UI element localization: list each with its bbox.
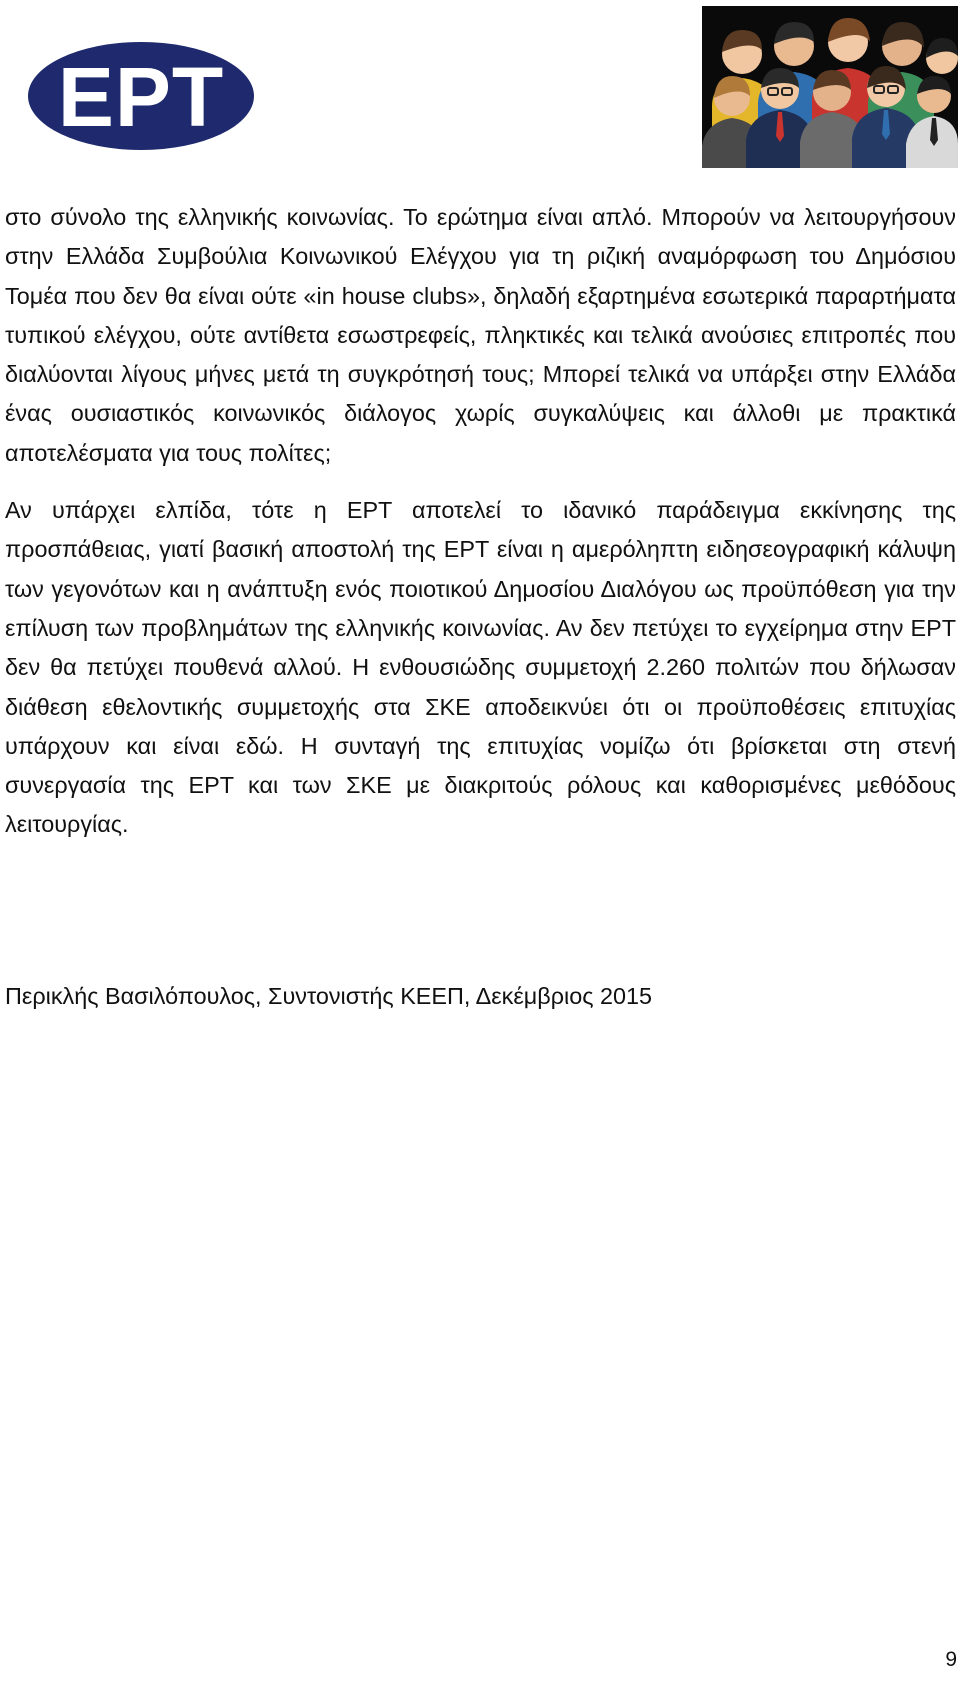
logo-text: ΕΡΤ [57,50,225,144]
paragraph-1: στο σύνολο της ελληνικής κοινωνίας. Το ερώτημα είναι απλό. Μπορούν να λειτουργήσουν στην Ελλάδα Συμβούλια Κοινωνικού Ελέγχου για τη ριζική αναμόρφωση του Δημόσιου Τομέα που δεν θα είναι ούτε «in house clubs», δηλαδή εξαρτημένα εσωτερικά παραρτήματα τυπικού ελέγχου, ούτε αντίθετα εσωστρεφείς, πληκτικές και τελικά ανούσιες επιτροπές που διαλύονται λίγους μήνες μετά τη συγκρότησή τους; Μπορεί τελικά να υπάρξει στην Ελλάδα ένας ουσιαστικός κοινωνικός διάλογος χωρίς συγκαλύψεις και άλλοθι με πρακτικά αποτελέσματα για τους πολίτες; [5,204,956,466]
paragraph-2: Αν υπάρχει ελπίδα, τότε η ΕΡΤ αποτελεί το ιδανικό παράδειγμα εκκίνησης της προσπάθειας, γιατί βασική αποστολή της ΕΡΤ είναι η αμερόληπτη ειδησεογραφική κάλυψη των γεγονότων και η ανάπτυξη ενός ποιοτικού Δημοσίου Διαλόγου ως προϋπόθεση για την επίλυση των προβλημάτων της ελληνικής κοινωνίας. Αν δεν πετύχει το εγχείρημα στην ΕΡΤ δεν θα πετύχει πουθενά αλλού. Η ενθουσιώδης συμμετοχή 2.260 πολιτών που δήλωσαν διάθεση εθελοντικής συμμετοχής στα ΣΚΕ αποδεικνύει ότι οι προϋποθέσεις επιτυχίας υπάρχουν και είναι εδώ. Η συνταγή της επιτυχίας νομίζω ότι βρίσκεται στη στενή συνεργασία της ΕΡΤ και των ΣΚΕ με διακριτούς ρόλους και καθορισμένες μεθόδους λειτουργίας. [5,497,956,838]
page-number: 9 [945,1648,957,1671]
people-group-illustration [702,6,958,168]
author-signature-line: Περικλής Βασιλόπουλος, Συντονιστής ΚΕΕΠ, Δεκέμβριος 2015 [5,983,653,1009]
document-body [5,198,956,845]
ert-logo [28,42,254,150]
